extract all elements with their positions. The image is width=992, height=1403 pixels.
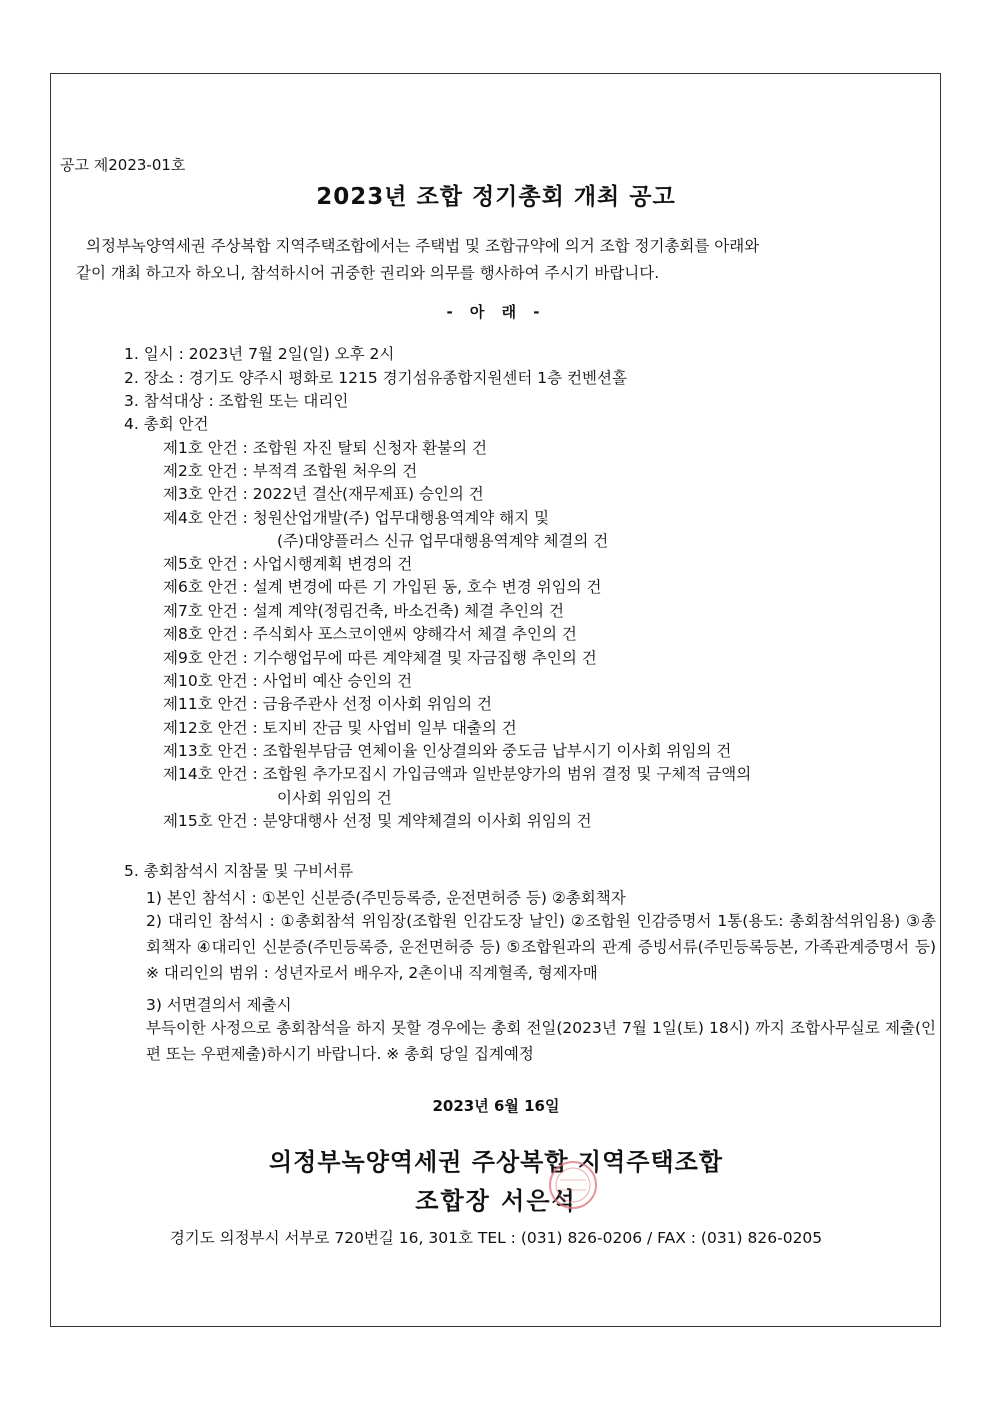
agenda-item: 제3호 안건 : 2022년 결산(재무제표) 승인의 건 bbox=[163, 485, 484, 503]
agenda-item: 제15호 안건 : 분양대행사 선정 및 계약체결의 이사회 위임의 건 bbox=[163, 812, 592, 830]
agenda-item: 제2호 안건 : 부적격 조합원 처우의 건 bbox=[163, 462, 418, 480]
documents-written: 부득이한 사정으로 총회참석을 하지 못할 경우에는 총회 전일(2023년 7월 1일(토) 18시) 까지 조합사무실로 제출(인편 또는 우편제출)하시기 바랍니다. ※ 총회 당일 집계예정 bbox=[146, 1019, 936, 1063]
agenda-item: 제1호 안건 : 조합원 자진 탈퇴 신청자 환불의 건 bbox=[163, 439, 488, 457]
agenda-item: 제14호 안건 : 조합원 추가모집시 가입금액과 일반분양가의 범위 결정 및 구체적 금액의 bbox=[163, 765, 752, 783]
chairman-name: 조합장 서은석 bbox=[415, 1187, 577, 1215]
notice-number: 공고 제2023-01호 bbox=[60, 156, 186, 174]
agenda-item: 제5호 안건 : 사업시행계획 변경의 건 bbox=[163, 555, 413, 573]
agenda-item: 제12호 안건 : 토지비 잔금 및 사업비 일부 대출의 건 bbox=[163, 719, 517, 737]
agenda-item: 제13호 안건 : 조합원부담금 연체이율 인상결의와 중도금 납부시기 이사회 위임의 건 bbox=[163, 742, 732, 760]
documents-proxy: 2) 대리인 참석시 : ①총회참석 위임장(조합원 인감도장 날인) ②조합원 인감증명서 1통(용도: 총회참석위임용) ③총회책자 ④대리인 신분증(주민등록증, 운전면허증 등) ⑤조합원과의 관계 증빙서류(주민등록등본, 가족관계증명서 등) ※ 대리인의 범위 : 성년자로서 배우자, 2촌이내 직계혈족, 형제자매 bbox=[146, 912, 936, 982]
contact-address: 경기도 의정부시 서부로 720번길 16, 301호 TEL : (031) 826-0206 / FAX : (031) 826-0205 bbox=[169, 1229, 823, 1247]
documents-self: 1) 본인 참석시 : ①본인 신분증(주민등록증, 운전면허증 등) ②총회책자 bbox=[146, 889, 626, 907]
agenda-item: 제11호 안건 : 금융주관사 선정 이사회 위임의 건 bbox=[163, 695, 492, 713]
intro-line-1: 의정부녹양역세권 주상복합 지역주택조합에서는 주택법 및 조합규약에 의거 조합 정기총회를 아래와 bbox=[86, 237, 760, 255]
documents-header: 5. 총회참석시 지참물 및 구비서류 bbox=[124, 862, 354, 880]
page-title: 2023년 조합 정기총회 개최 공고 bbox=[316, 184, 676, 210]
agenda-item-continuation: 이사회 위임의 건 bbox=[277, 789, 392, 807]
agenda-item: 제8호 안건 : 주식회사 포스코이앤씨 양해각서 체결 추인의 건 bbox=[163, 625, 577, 643]
item-agenda-header: 4. 총회 안건 bbox=[124, 415, 209, 433]
item-place: 2. 장소 : 경기도 양주시 평화로 1215 경기섬유종합지원센터 1층 컨벤션홀 bbox=[124, 369, 627, 387]
agenda-item-continuation: (주)대양플러스 신규 업무대행용역계약 체결의 건 bbox=[277, 532, 609, 550]
item-attendees: 3. 참석대상 : 조합원 또는 대리인 bbox=[124, 392, 349, 410]
intro-line-2: 같이 개최 하고자 하오니, 참석하시어 귀중한 권리와 의무를 행사하여 주시기 바랍니다. bbox=[76, 264, 660, 282]
notice-date: 2023년 6월 16일 bbox=[432, 1097, 560, 1115]
official-seal-icon bbox=[548, 1160, 598, 1210]
documents-written-header: 3) 서면결의서 제출시 bbox=[146, 996, 292, 1014]
agenda-item: 제9호 안건 : 기수행업무에 따른 계약체결 및 자금집행 추인의 건 bbox=[163, 649, 597, 667]
sub-heading: - 아 래 - bbox=[446, 303, 546, 321]
item-datetime: 1. 일시 : 2023년 7월 2일(일) 오후 2시 bbox=[124, 345, 395, 363]
organization-name: 의정부녹양역세권 주상복합 지역주택조합 bbox=[268, 1148, 724, 1176]
agenda-item: 제10호 안건 : 사업비 예산 승인의 건 bbox=[163, 672, 413, 690]
agenda-item: 제4호 안건 : 청원산업개발(주) 업무대행용역계약 해지 및 bbox=[163, 509, 550, 527]
agenda-item: 제6호 안건 : 설계 변경에 따른 기 가입된 동, 호수 변경 위임의 건 bbox=[163, 578, 602, 596]
agenda-item: 제7호 안건 : 설계 계약(정림건축, 바소건축) 체결 추인의 건 bbox=[163, 602, 564, 620]
